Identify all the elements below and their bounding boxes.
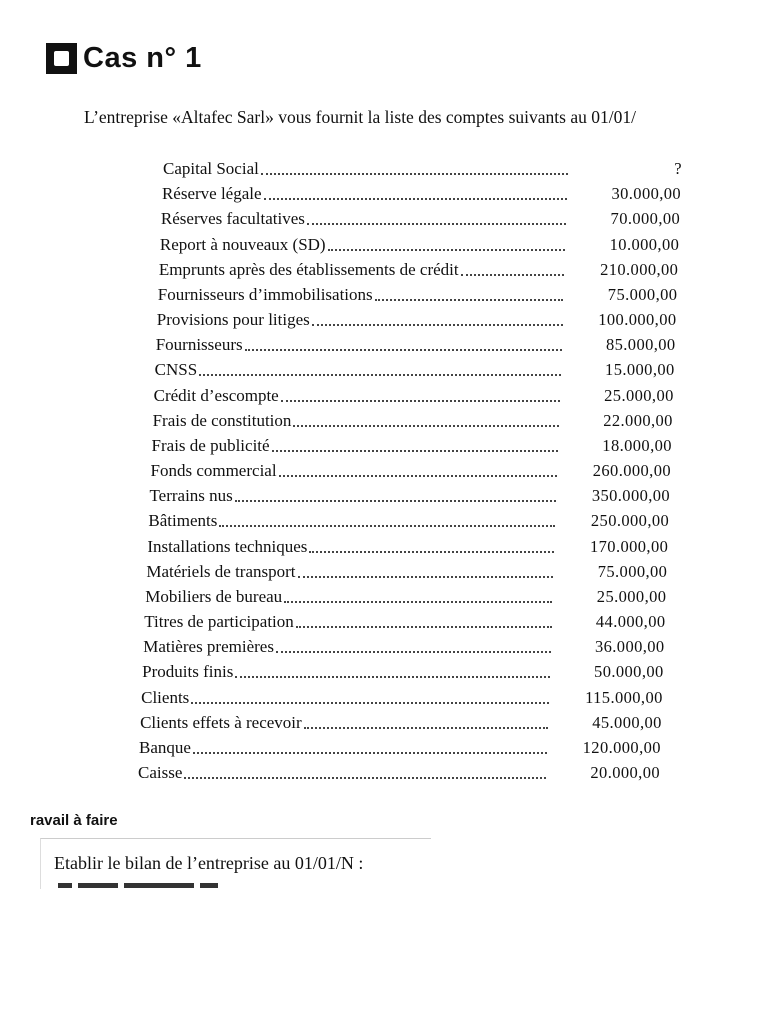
account-label: Installations techniques bbox=[147, 536, 308, 556]
account-value: 170.000,00 bbox=[590, 536, 669, 556]
account-value: 85.000,00 bbox=[605, 335, 676, 355]
dot-leader bbox=[235, 675, 549, 678]
account-value: 70.000,00 bbox=[610, 209, 681, 229]
account-row bbox=[141, 685, 663, 709]
account-value: 18.000,00 bbox=[602, 435, 672, 455]
account-row bbox=[143, 634, 664, 658]
account-label: Capital Social bbox=[163, 159, 259, 178]
dot-leader bbox=[309, 550, 554, 553]
account-row bbox=[149, 483, 670, 507]
account-value: 100.000,00 bbox=[598, 310, 677, 329]
dot-leader bbox=[272, 449, 558, 452]
dot-leader bbox=[193, 751, 547, 754]
account-value: 75.000,00 bbox=[597, 561, 668, 581]
account-value: 22.000,00 bbox=[603, 410, 673, 430]
account-label: Provisions pour litiges bbox=[156, 310, 310, 329]
account-value: 350.000,00 bbox=[591, 486, 671, 506]
account-row bbox=[156, 332, 676, 356]
account-label: Caisse bbox=[138, 763, 183, 782]
account-label: Crédit d’escompte bbox=[153, 385, 279, 405]
account-label: Emprunts après des établissements de crédit bbox=[158, 259, 459, 279]
account-label: Terrains nus bbox=[149, 486, 233, 506]
account-label: Frais de publicité bbox=[151, 435, 270, 455]
account-row bbox=[140, 710, 662, 734]
account-row bbox=[163, 156, 682, 180]
account-row bbox=[145, 584, 666, 608]
account-row bbox=[158, 282, 678, 306]
account-label: Clients effets à recevoir bbox=[140, 712, 302, 732]
account-row bbox=[155, 357, 675, 381]
account-label: Banque bbox=[139, 737, 191, 757]
account-row bbox=[157, 307, 677, 331]
account-label: Bâtiments bbox=[148, 511, 218, 531]
account-value: 210.000,00 bbox=[600, 259, 679, 279]
account-value: 30.000,00 bbox=[611, 184, 682, 204]
dot-leader bbox=[264, 197, 568, 200]
account-row bbox=[146, 559, 667, 583]
dot-leader bbox=[184, 776, 546, 779]
dot-leader bbox=[461, 273, 565, 276]
account-label: Matériels de transport bbox=[146, 561, 296, 581]
case-title: Cas n° 1 bbox=[83, 42, 202, 74]
account-label: Clients bbox=[141, 687, 190, 707]
account-value: 36.000,00 bbox=[594, 637, 665, 657]
dot-leader bbox=[235, 499, 556, 502]
account-row bbox=[148, 508, 669, 532]
account-label: CNSS bbox=[154, 360, 198, 380]
account-value: 115.000,00 bbox=[585, 687, 663, 707]
account-value: 15.000,00 bbox=[605, 360, 675, 380]
account-label: Fournisseurs bbox=[155, 335, 243, 355]
dot-leader bbox=[261, 172, 568, 175]
account-value: 50.000,00 bbox=[594, 662, 664, 682]
dot-leader bbox=[191, 701, 548, 704]
account-label: Frais de constitution bbox=[152, 410, 292, 430]
account-row bbox=[138, 760, 660, 784]
partial-text-line bbox=[58, 881, 278, 888]
dot-leader bbox=[276, 650, 551, 653]
dot-leader bbox=[304, 726, 548, 729]
dot-leader bbox=[199, 373, 560, 376]
dot-leader bbox=[279, 474, 557, 477]
dot-leader bbox=[312, 323, 563, 326]
account-row bbox=[162, 181, 681, 205]
work-title: ravail à faire bbox=[30, 812, 118, 829]
account-value: 120.000,00 bbox=[582, 737, 661, 757]
task-text: Etablir le bilan de l’entreprise au 01/01/N : bbox=[54, 853, 364, 873]
account-row bbox=[147, 534, 668, 558]
account-value: 45.000,00 bbox=[592, 712, 662, 732]
account-value: 250.000,00 bbox=[590, 511, 670, 531]
account-row bbox=[160, 232, 679, 256]
account-value: 20.000,00 bbox=[590, 763, 660, 782]
account-value: 25.000,00 bbox=[596, 586, 667, 606]
account-row bbox=[139, 735, 661, 759]
account-row bbox=[154, 383, 674, 407]
dot-leader bbox=[328, 248, 566, 251]
dot-leader bbox=[375, 298, 564, 301]
account-row bbox=[144, 609, 665, 633]
account-label: Produits finis bbox=[142, 662, 234, 682]
dot-leader bbox=[281, 399, 560, 402]
account-row bbox=[152, 433, 672, 457]
account-value: ? bbox=[674, 159, 682, 178]
dot-leader bbox=[219, 524, 555, 527]
account-label: Fonds commercial bbox=[150, 461, 277, 480]
account-label: Fournisseurs d’immobilisations bbox=[157, 284, 373, 304]
dot-leader bbox=[293, 424, 558, 427]
account-value: 260.000,00 bbox=[592, 461, 671, 480]
account-label: Réserves facultatives bbox=[160, 209, 305, 229]
account-row bbox=[161, 206, 680, 230]
account-value: 75.000,00 bbox=[607, 284, 678, 304]
account-row bbox=[142, 659, 664, 683]
account-value: 10.000,00 bbox=[609, 234, 680, 254]
account-value: 25.000,00 bbox=[604, 385, 674, 405]
account-label: Mobiliers de bureau bbox=[145, 586, 283, 606]
account-row bbox=[159, 257, 679, 281]
account-row bbox=[151, 458, 672, 482]
dot-leader bbox=[298, 575, 554, 578]
account-label: Titres de participation bbox=[144, 612, 294, 631]
account-label: Matières premières bbox=[143, 637, 274, 657]
dot-leader bbox=[284, 600, 552, 603]
dot-leader bbox=[307, 222, 566, 225]
dot-leader bbox=[296, 625, 552, 628]
account-label: Réserve légale bbox=[161, 184, 262, 204]
intro-text: L’entreprise «Altafec Sarl» vous fournit la liste des comptes suivants au 01/01/ bbox=[84, 107, 636, 127]
account-label: Report à nouveaux (SD) bbox=[159, 234, 326, 254]
account-value: 44.000,00 bbox=[595, 612, 666, 631]
dot-leader bbox=[245, 348, 562, 351]
account-row bbox=[153, 408, 673, 432]
